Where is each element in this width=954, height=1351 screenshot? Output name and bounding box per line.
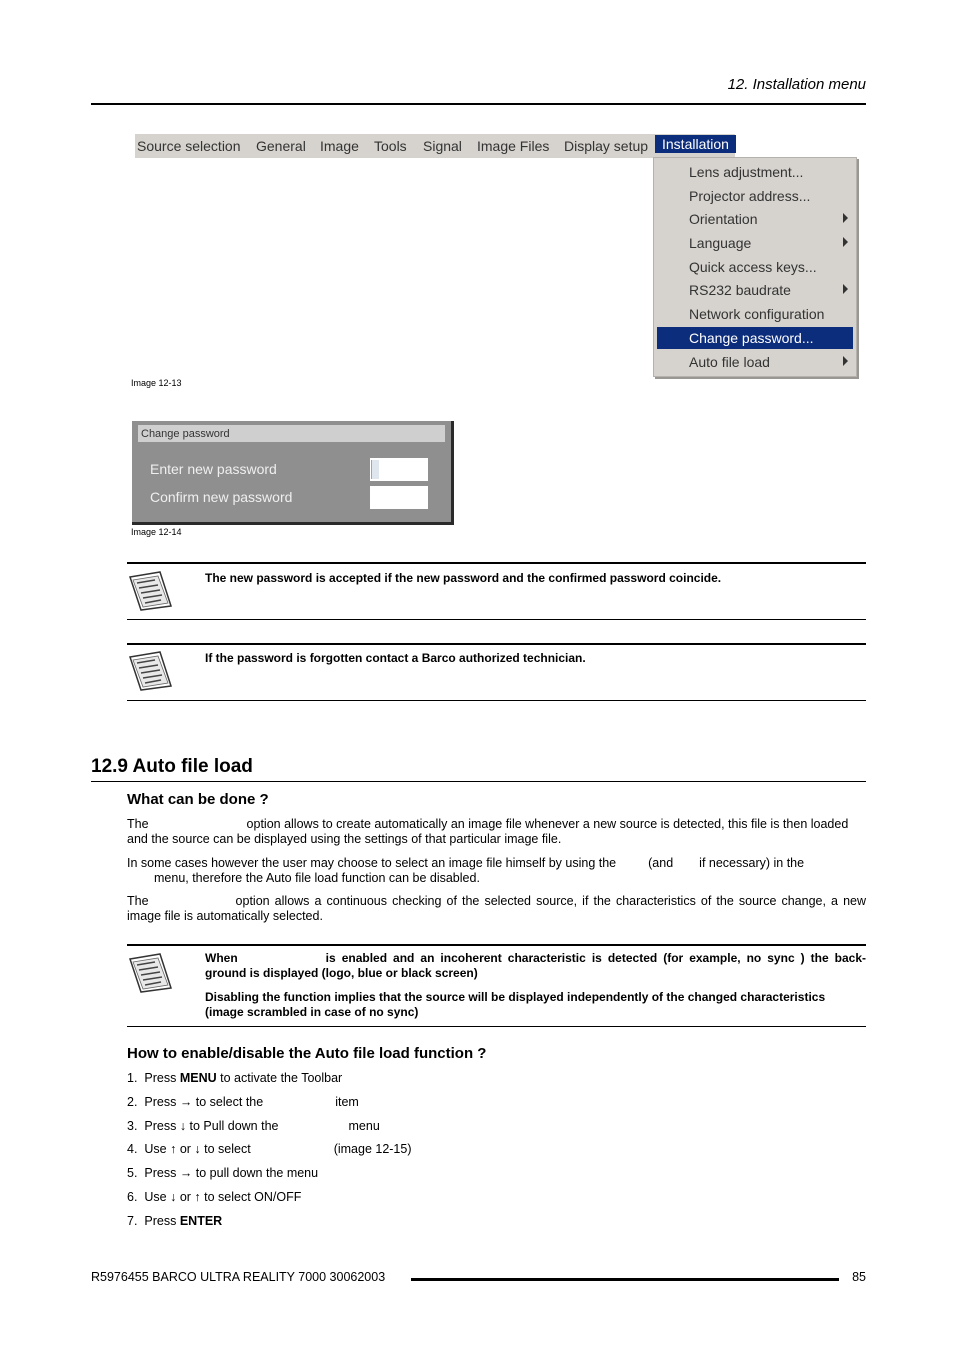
step-number: 4. (127, 1142, 138, 1156)
note-icon (128, 571, 172, 611)
step-number: 3. (127, 1119, 138, 1133)
menu-item-general[interactable]: General (256, 138, 306, 154)
paragraph-text: option allows to create automatically an image file whenever a new source is detected, this file is then loaded and the source can be displayed using the settings of that particular image file. (127, 817, 849, 846)
step-key: MENU (179, 1071, 217, 1085)
note-text (205, 951, 866, 981)
subsection-title: How to enable/disable the Auto file load function ? (127, 1045, 487, 1062)
menu-item-image[interactable]: Image (320, 138, 359, 154)
page-number: 85 (852, 1270, 866, 1284)
dropdown-item-quick-access-keys[interactable] (657, 256, 853, 278)
paragraph-text: option allows a continuous checking of the selected source, if the characteristics of the source change, a new image file is automatically selected. (127, 894, 866, 923)
section-title: 12.9 Auto file load (91, 756, 253, 777)
menu-item-image-files[interactable]: Image Files (477, 138, 550, 154)
menu-item-signal[interactable]: Signal (423, 138, 462, 154)
image-caption: Image 12-13 (131, 378, 182, 388)
submenu-arrow-icon (843, 237, 848, 247)
item-label: Lens adjustment... (689, 164, 804, 180)
dropdown-item-lens-adjustment[interactable] (657, 161, 853, 183)
item-label: Language (689, 235, 752, 251)
step-number: 7. (127, 1214, 138, 1228)
paragraph-text: In some cases however the user may choose to select an image file himself by using the (127, 856, 617, 870)
note-icon (128, 651, 172, 691)
step-text: Press (144, 1214, 177, 1228)
menu-item-source-selection[interactable]: Source selection (137, 138, 241, 154)
dialog-title-bar (138, 425, 445, 442)
step-number: 2. (127, 1095, 138, 1109)
text-cursor (371, 460, 379, 479)
step-item (127, 1190, 301, 1204)
step-text: Use ↑ or ↓ to select (144, 1142, 251, 1156)
confirm-password-input[interactable] (370, 486, 428, 509)
dropdown-item-orientation[interactable] (657, 208, 853, 230)
step-item (127, 1071, 342, 1085)
step-item (127, 1166, 318, 1180)
change-password-dialog (132, 421, 454, 525)
item-label: Network configuration (689, 306, 825, 322)
step-item (127, 1095, 359, 1109)
submenu-arrow-icon (843, 284, 848, 294)
step-number: 1. (127, 1071, 138, 1085)
note-bottom-rule (127, 1026, 866, 1027)
paragraph (127, 894, 866, 924)
section-rule (91, 781, 866, 782)
dropdown-item-projector-address[interactable] (657, 185, 853, 207)
dropdown-item-network-configuration[interactable] (657, 303, 853, 325)
step-text: (image 12-15) (333, 1142, 412, 1156)
dropdown-item-language[interactable] (657, 232, 853, 254)
item-label: Auto file load (689, 354, 770, 370)
note-bottom-rule (127, 619, 866, 620)
dropdown-item-change-password[interactable] (657, 327, 853, 349)
step-number: 5. (127, 1166, 138, 1180)
note-text: The new password is accepted if the new password and the confirmed password coincide. (205, 571, 722, 585)
note-top-rule (127, 643, 866, 645)
note-text: Disabling the function implies that the source will be displayed independently of the changed characteristics (image scrambled in case of no sync) (205, 990, 826, 1019)
step-number: 6. (127, 1190, 138, 1204)
paragraph-text: The (127, 894, 149, 908)
dropdown-item-rs232-baudrate[interactable] (657, 279, 853, 301)
paragraph (127, 856, 866, 886)
header-rule (91, 103, 866, 105)
step-text: item (335, 1095, 359, 1109)
note-icon (128, 953, 172, 993)
submenu-arrow-icon (843, 356, 848, 366)
note-text: If the password is forgotten contact a Barco authorized technician. (205, 651, 586, 665)
note-bottom-rule (127, 700, 866, 701)
step-text: Press → to select the (144, 1095, 264, 1109)
step-item (127, 1142, 412, 1156)
step-text: menu (348, 1119, 380, 1133)
note-text-part: is enabled and an incoherent characteristic is detected (for example, no sync ) the back-ground is displayed (logo, blue or black screen) (205, 951, 866, 980)
item-label: Projector address... (689, 188, 811, 204)
paragraph-text: if necessary) in the (699, 856, 805, 870)
note-top-rule (127, 944, 866, 946)
item-label: RS232 baudrate (689, 282, 791, 298)
menu-item-tools[interactable]: Tools (374, 138, 407, 154)
new-password-label: Enter new password (150, 461, 277, 477)
paragraph-text: (and (648, 856, 674, 870)
confirm-password-label: Confirm new password (150, 489, 293, 505)
step-item (127, 1119, 380, 1133)
note-top-rule (127, 562, 866, 564)
step-key: ENTER (179, 1214, 223, 1228)
dropdown-item-auto-file-load[interactable] (657, 351, 853, 373)
menu-item-display-setup[interactable]: Display setup (564, 138, 649, 154)
image-caption: Image 12-14 (131, 527, 182, 537)
note-text-part: When (205, 951, 238, 965)
paragraph (127, 817, 866, 847)
item-label: Change password... (689, 330, 814, 346)
submenu-arrow-icon (843, 213, 848, 223)
step-text: to activate the Toolbar (220, 1071, 343, 1085)
paragraph-text: The (127, 817, 149, 831)
step-item (127, 1214, 222, 1228)
item-label: Quick access keys... (689, 259, 817, 275)
paragraph-text: menu, therefore the Auto file load function can be disabled. (154, 871, 480, 885)
footer-rule (411, 1278, 839, 1281)
step-text: Press (144, 1071, 177, 1085)
running-head: 12. Installation menu (727, 76, 866, 93)
installation-dropdown (653, 157, 857, 377)
dialog-title: Change password (141, 428, 230, 440)
footer-doc-id: R5976455 BARCO ULTRA REALITY 7000 30062003 (91, 1270, 386, 1284)
step-text: Press ↓ to Pull down the (144, 1119, 279, 1133)
step-text: Press → to pull down the menu (144, 1166, 319, 1180)
item-label: Orientation (689, 211, 758, 227)
subsection-title: What can be done ? (127, 791, 269, 808)
menu-bar (135, 134, 735, 158)
menu-item-installation[interactable]: Installation (655, 135, 736, 153)
step-text: Use ↓ or ↑ to select ON/OFF (144, 1190, 302, 1204)
new-password-input[interactable] (370, 458, 428, 481)
